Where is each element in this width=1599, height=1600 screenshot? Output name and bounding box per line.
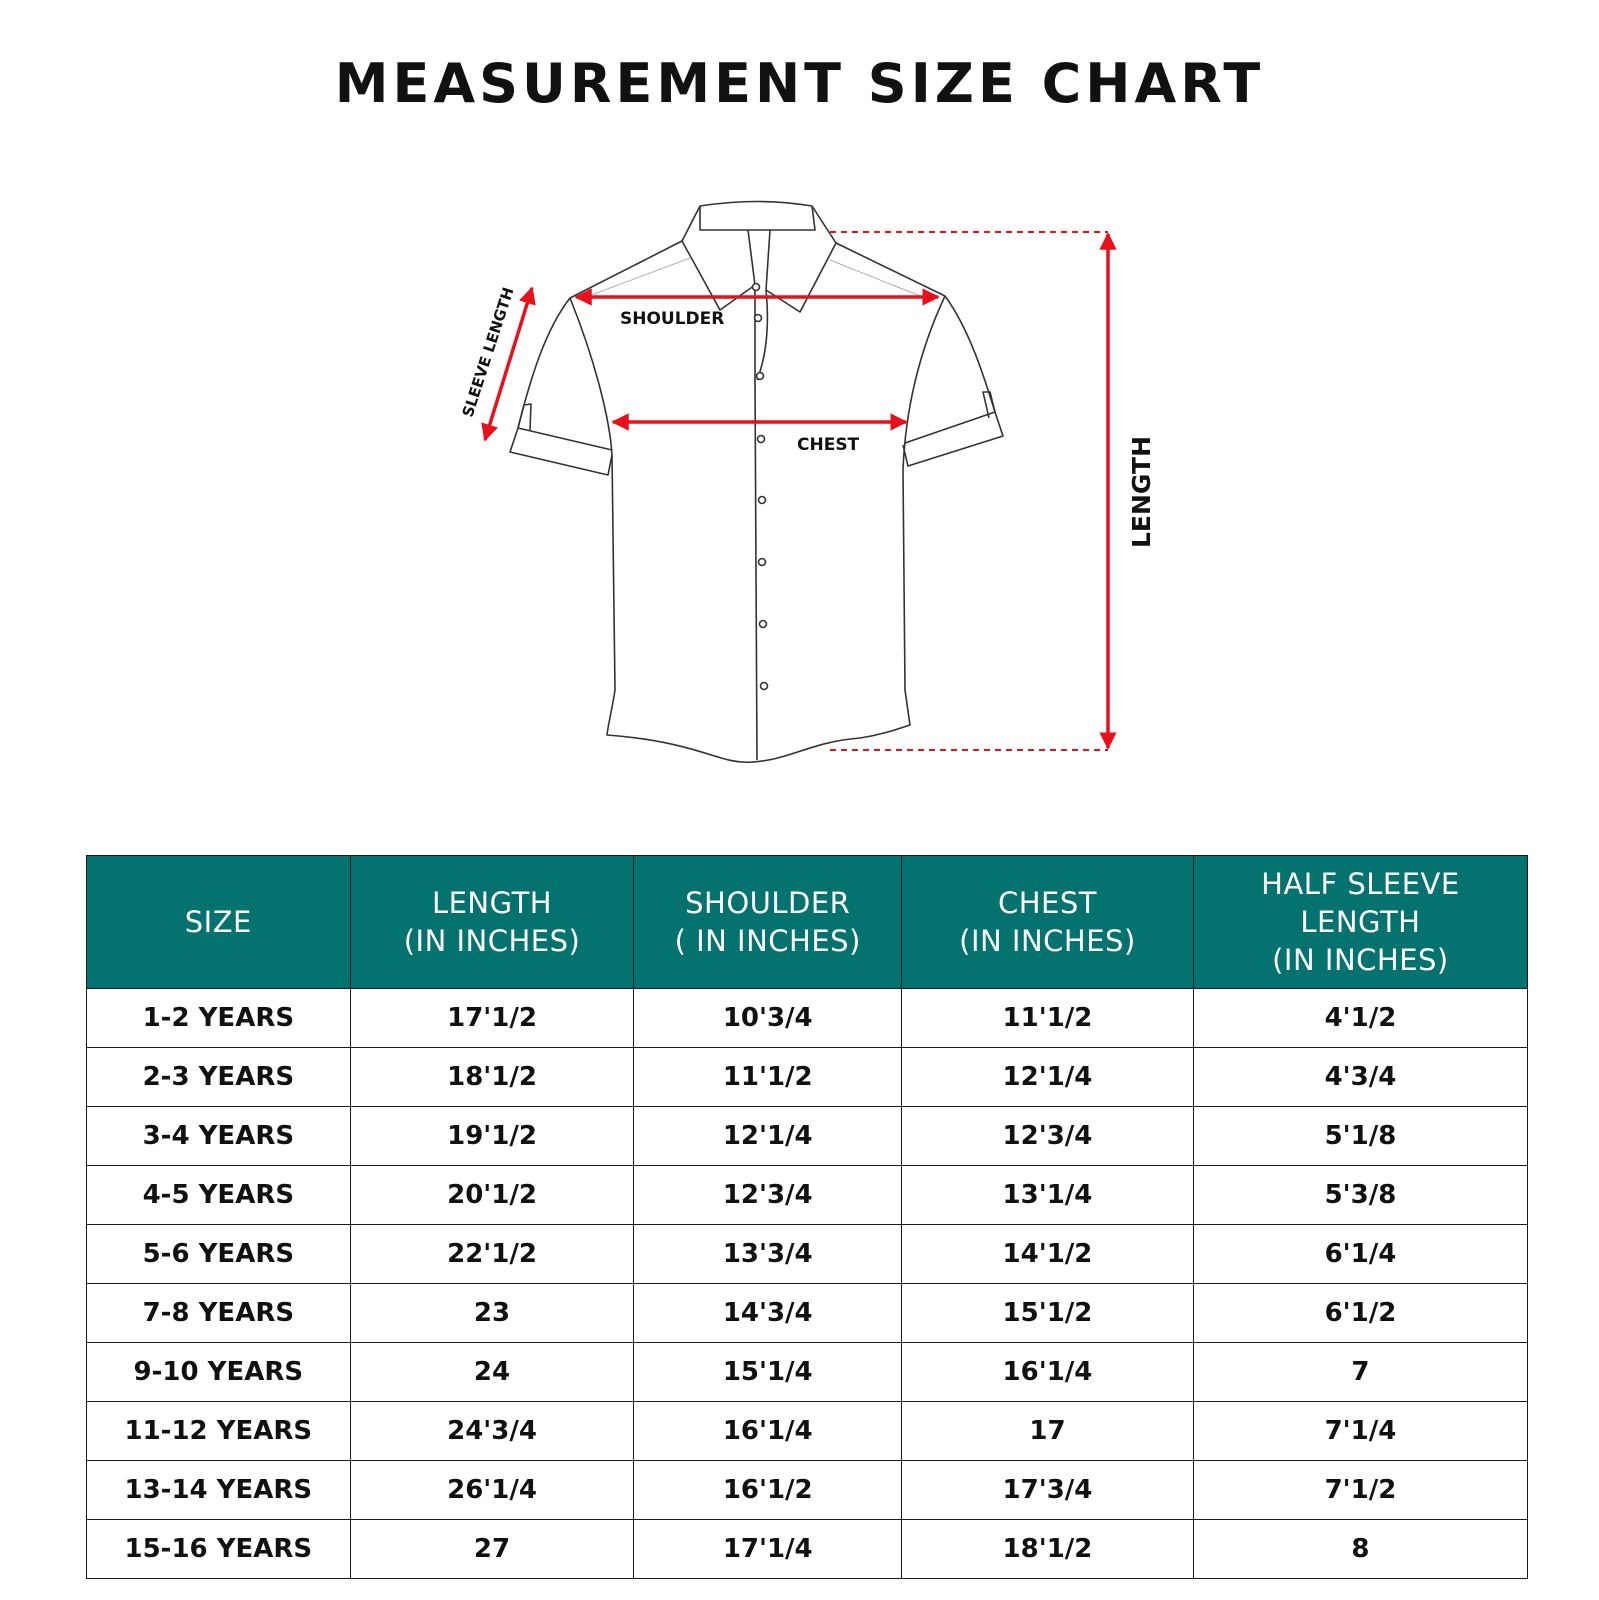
- column-header-line: LENGTH: [431, 886, 553, 920]
- collar-back: [700, 202, 815, 231]
- measurement-cell: 16'1/2: [634, 1461, 902, 1520]
- measurement-cell: 24'3/4: [350, 1402, 634, 1461]
- measurement-cell: 16'1/4: [634, 1402, 902, 1461]
- measurement-cell: 12'3/4: [634, 1166, 902, 1225]
- size-cell: 9-10 YEARS: [87, 1343, 351, 1402]
- measurement-cell: 5'1/8: [1193, 1107, 1527, 1166]
- measurement-cell: 6'1/4: [1193, 1225, 1527, 1284]
- measurement-cell: 18'1/2: [902, 1520, 1194, 1579]
- placket-button-1: [755, 315, 762, 322]
- measurement-cell: 13'3/4: [634, 1225, 902, 1284]
- right-sleeve: [903, 296, 1003, 466]
- column-header: [350, 856, 634, 989]
- measurement-cell: 24: [350, 1343, 634, 1402]
- measurement-cell: 4'3/4: [1193, 1048, 1527, 1107]
- collar-button: [753, 284, 760, 291]
- measurement-cell: 26'1/4: [350, 1461, 634, 1520]
- placket-button-3: [758, 436, 765, 443]
- placket-button-4: [759, 497, 766, 504]
- placket-line: [755, 285, 757, 760]
- table-row: [87, 1107, 1528, 1166]
- size-cell: 3-4 YEARS: [87, 1107, 351, 1166]
- column-header-line: (IN INCHES): [959, 924, 1136, 958]
- measurement-cell: 15'1/2: [902, 1284, 1194, 1343]
- measurement-cell: 13'1/4: [902, 1166, 1194, 1225]
- collar-left-flap: [682, 206, 755, 310]
- table-row: [87, 1166, 1528, 1225]
- table-row: [87, 1461, 1528, 1520]
- measurement-cell: 14'1/2: [902, 1225, 1194, 1284]
- measurement-cell: 6'1/2: [1193, 1284, 1527, 1343]
- measurement-cell: 12'1/4: [902, 1048, 1194, 1107]
- column-header-line: ( IN INCHES): [674, 924, 861, 958]
- table-row: [87, 1284, 1528, 1343]
- column-header-line: (IN INCHES): [1272, 943, 1449, 977]
- size-table: [86, 855, 1528, 1579]
- measurement-cell: 20'1/2: [350, 1166, 634, 1225]
- table-row: [87, 989, 1528, 1048]
- measurement-cell: 22'1/2: [350, 1225, 634, 1284]
- placket-edge: [757, 290, 767, 380]
- measurement-cell: 19'1/2: [350, 1107, 634, 1166]
- measurement-cell: 5'3/8: [1193, 1166, 1527, 1225]
- measurement-cell: 11'1/2: [902, 989, 1194, 1048]
- column-header: [902, 856, 1194, 989]
- size-cell: 13-14 YEARS: [87, 1461, 351, 1520]
- measurement-cell: 14'3/4: [634, 1284, 902, 1343]
- table-row: [87, 1225, 1528, 1284]
- placket-button-5: [759, 559, 766, 566]
- table-body: [87, 989, 1528, 1579]
- sleeve-length-label: SLEEVE LENGTH: [458, 285, 518, 420]
- left-yoke-line: [578, 258, 690, 300]
- measurement-cell: 7'1/4: [1193, 1402, 1527, 1461]
- measurement-cell: 23: [350, 1284, 634, 1343]
- length-label: LENGTH: [1127, 436, 1156, 548]
- column-header-line: CHEST: [997, 886, 1097, 920]
- measurement-cell: 17'1/4: [634, 1520, 902, 1579]
- placket-button-7: [761, 683, 768, 690]
- shirt-body-outline: [570, 296, 945, 762]
- measurement-cell: 16'1/4: [902, 1343, 1194, 1402]
- column-header-line: LENGTH: [1300, 905, 1421, 939]
- measurement-cell: 17: [902, 1402, 1194, 1461]
- size-cell: 2-3 YEARS: [87, 1048, 351, 1107]
- column-header-line: HALF SLEEVE: [1261, 867, 1460, 901]
- left-shoulder-seam: [570, 241, 682, 298]
- column-header: [1193, 856, 1527, 989]
- right-cuff-line: [905, 412, 995, 443]
- table-row: [87, 1402, 1528, 1461]
- page-title: MEASUREMENT SIZE CHART: [334, 52, 1265, 115]
- column-header-line: (IN INCHES): [403, 924, 581, 958]
- measurement-labels: [459, 285, 1156, 548]
- measurement-cell: 7: [1193, 1343, 1527, 1402]
- shoulder-label: SHOULDER: [620, 309, 725, 329]
- measurement-cell: 12'3/4: [902, 1107, 1194, 1166]
- column-header: [634, 856, 902, 989]
- measurement-cell: 27: [350, 1520, 634, 1579]
- size-cell: 15-16 YEARS: [87, 1520, 351, 1579]
- chest-label: CHEST: [797, 435, 860, 455]
- column-header: [87, 856, 351, 989]
- measurement-cell: 4'1/2: [1193, 989, 1527, 1048]
- measurement-cell: 17'1/2: [350, 989, 634, 1048]
- left-cuff-line: [518, 428, 612, 450]
- left-sleeve-tab: [518, 404, 531, 430]
- column-header-line: SHOULDER: [685, 886, 851, 920]
- column-header-line: SIZE: [184, 905, 252, 939]
- measurement-cell: 17'3/4: [902, 1461, 1194, 1520]
- measurement-cell: 18'1/2: [350, 1048, 634, 1107]
- table-header-row: [87, 856, 1528, 989]
- left-sleeve: [510, 298, 612, 475]
- measurement-cell: 8: [1193, 1520, 1527, 1579]
- table-row: [87, 1048, 1528, 1107]
- right-shoulder-seam: [836, 243, 945, 296]
- placket-button-6: [760, 621, 767, 628]
- measurement-cell: 11'1/2: [634, 1048, 902, 1107]
- table-row: [87, 1520, 1528, 1579]
- size-cell: 7-8 YEARS: [87, 1284, 351, 1343]
- measurement-cell: 12'1/4: [634, 1107, 902, 1166]
- size-cell: 1-2 YEARS: [87, 989, 351, 1048]
- measurement-cell: 7'1/2: [1193, 1461, 1527, 1520]
- size-cell: 5-6 YEARS: [87, 1225, 351, 1284]
- placket-button-2: [757, 373, 764, 380]
- measurement-cell: 10'3/4: [634, 989, 902, 1048]
- measurement-cell: 15'1/4: [634, 1343, 902, 1402]
- size-cell: 4-5 YEARS: [87, 1166, 351, 1225]
- table-row: [87, 1343, 1528, 1402]
- size-cell: 11-12 YEARS: [87, 1402, 351, 1461]
